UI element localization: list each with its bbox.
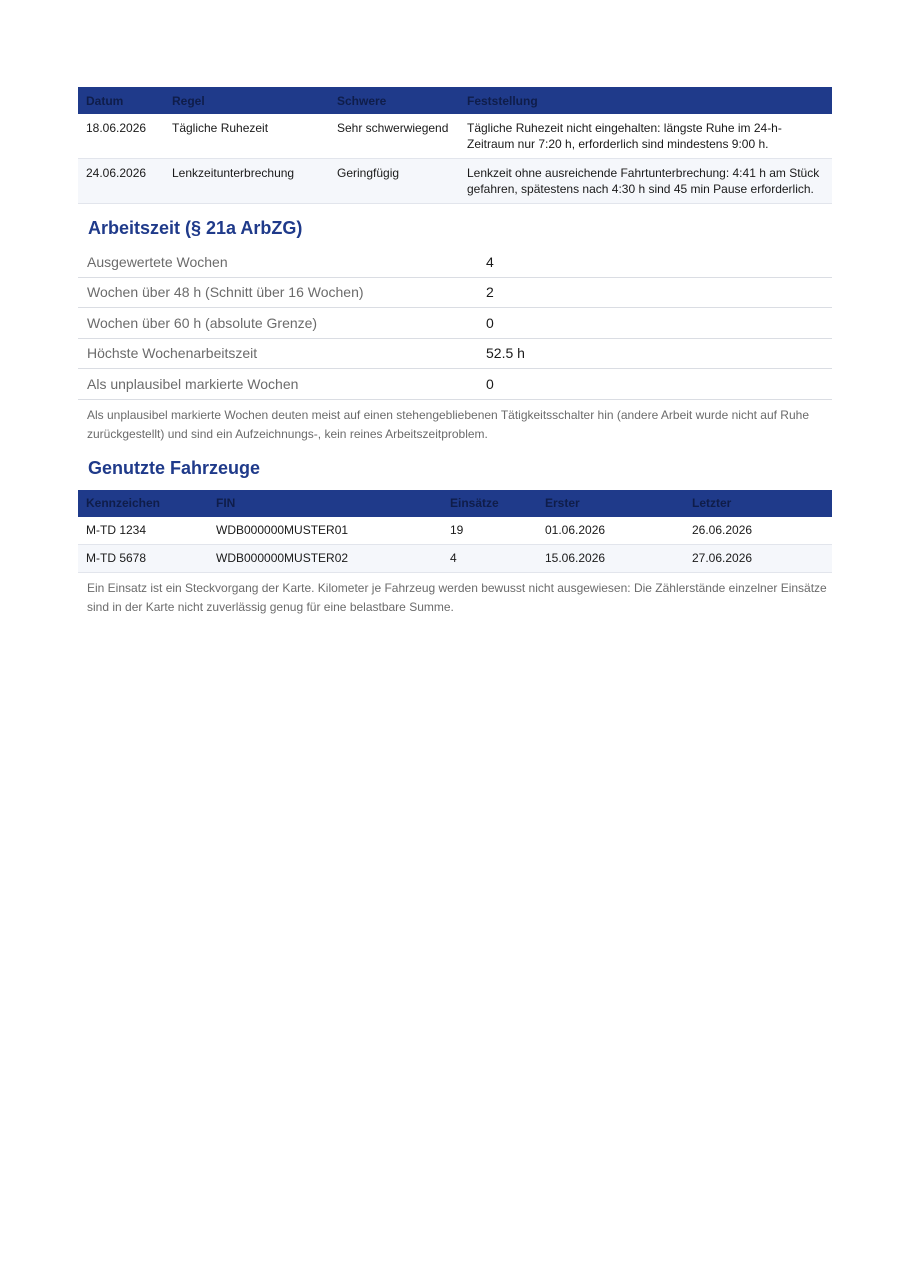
kv-label: Höchste Wochenarbeitszeit [78,338,477,369]
col-header-letzter: Letzter [684,490,832,517]
kv-label: Wochen über 48 h (Schnitt über 16 Wochen) [78,277,477,308]
cell-einsaetze: 19 [442,517,537,545]
cell-einsaetze: 4 [442,544,537,572]
arbeitszeit-table [78,247,832,400]
arbeitszeit-note: Als unplausibel markierte Wochen deuten meist auf einen stehengebliebenen Tätigkeitsschalter hin (andere Arbeit wurde nicht auf Ruhe zurückgestellt) und sind ein Aufzeichnungs-, kein reines Arbeitszeitproblem. [87,407,809,441]
table-row [78,114,832,159]
kv-row [78,338,832,369]
table-row [78,544,832,572]
col-header-datum: Datum [78,87,164,114]
cell-kennzeichen: M-TD 5678 [78,544,208,572]
col-header-schwere: Schwere [329,87,459,114]
cell-schwere: Geringfügig [329,159,459,204]
cell-erster: 15.06.2026 [537,544,684,572]
section-title-fahrzeuge: Genutzte Fahrzeuge [88,457,261,478]
kv-label: Wochen über 60 h (absolute Grenze) [78,308,477,339]
col-header-kennzeichen: Kennzeichen [78,490,208,517]
kv-value: 0 [477,369,832,400]
vehicles-header-row [78,490,832,517]
section-title-arbeitszeit: Arbeitszeit (§ 21a ArbZG) [88,218,303,238]
table-row [78,517,832,545]
kv-value: 52.5 h [477,338,832,369]
cell-regel: Lenkzeitunterbrechung [164,159,329,204]
cell-fin: WDB000000MUSTER01 [208,517,442,545]
kv-row [78,308,832,339]
cell-datum: 24.06.2026 [78,159,164,204]
cell-erster: 01.06.2026 [537,517,684,545]
kv-value: 2 [477,277,832,308]
cell-datum: 18.06.2026 [78,114,164,159]
kv-label: Als unplausibel markierte Wochen [78,369,477,400]
table-row [78,159,832,204]
fahrzeuge-note: Ein Einsatz ist ein Steckvorgang der Karte. Kilometer je Fahrzeug werden bewusst nicht ausgewiesen: Die Zählerstände einzelner Einsätze sind in der Karte nicht zuverlässig genug für eine belastbare Summe. [87,580,827,614]
col-header-erster: Erster [537,490,684,517]
cell-schwere: Sehr schwerwiegend [329,114,459,159]
cell-letzter: 27.06.2026 [684,544,832,572]
vehicles-table [78,490,832,573]
col-header-fin: FIN [208,490,442,517]
violations-header-row [78,87,832,114]
kv-row [78,277,832,308]
kv-row [78,369,832,400]
col-header-regel: Regel [164,87,329,114]
kv-row [78,247,832,277]
cell-feststellung: Lenkzeit ohne ausreichende Fahrtunterbrechung: 4:41 h am Stück gefahren, spätestens nach 4:30 h sind 45 min Pause erforderlich. [459,159,832,204]
kv-label: Ausgewertete Wochen [78,247,477,277]
violations-table [78,87,832,204]
report-content [78,87,832,617]
cell-feststellung: Tägliche Ruhezeit nicht eingehalten: längste Ruhe im 24-h-Zeitraum nur 7:20 h, erforderlich sind mindestens 9:00 h. [459,114,832,159]
cell-fin: WDB000000MUSTER02 [208,544,442,572]
cell-regel: Tägliche Ruhezeit [164,114,329,159]
kv-value: 0 [477,308,832,339]
col-header-feststellung: Feststellung [459,87,832,114]
cell-kennzeichen: M-TD 1234 [78,517,208,545]
col-header-einsaetze: Einsätze [442,490,537,517]
cell-letzter: 26.06.2026 [684,517,832,545]
kv-value: 4 [477,247,832,277]
